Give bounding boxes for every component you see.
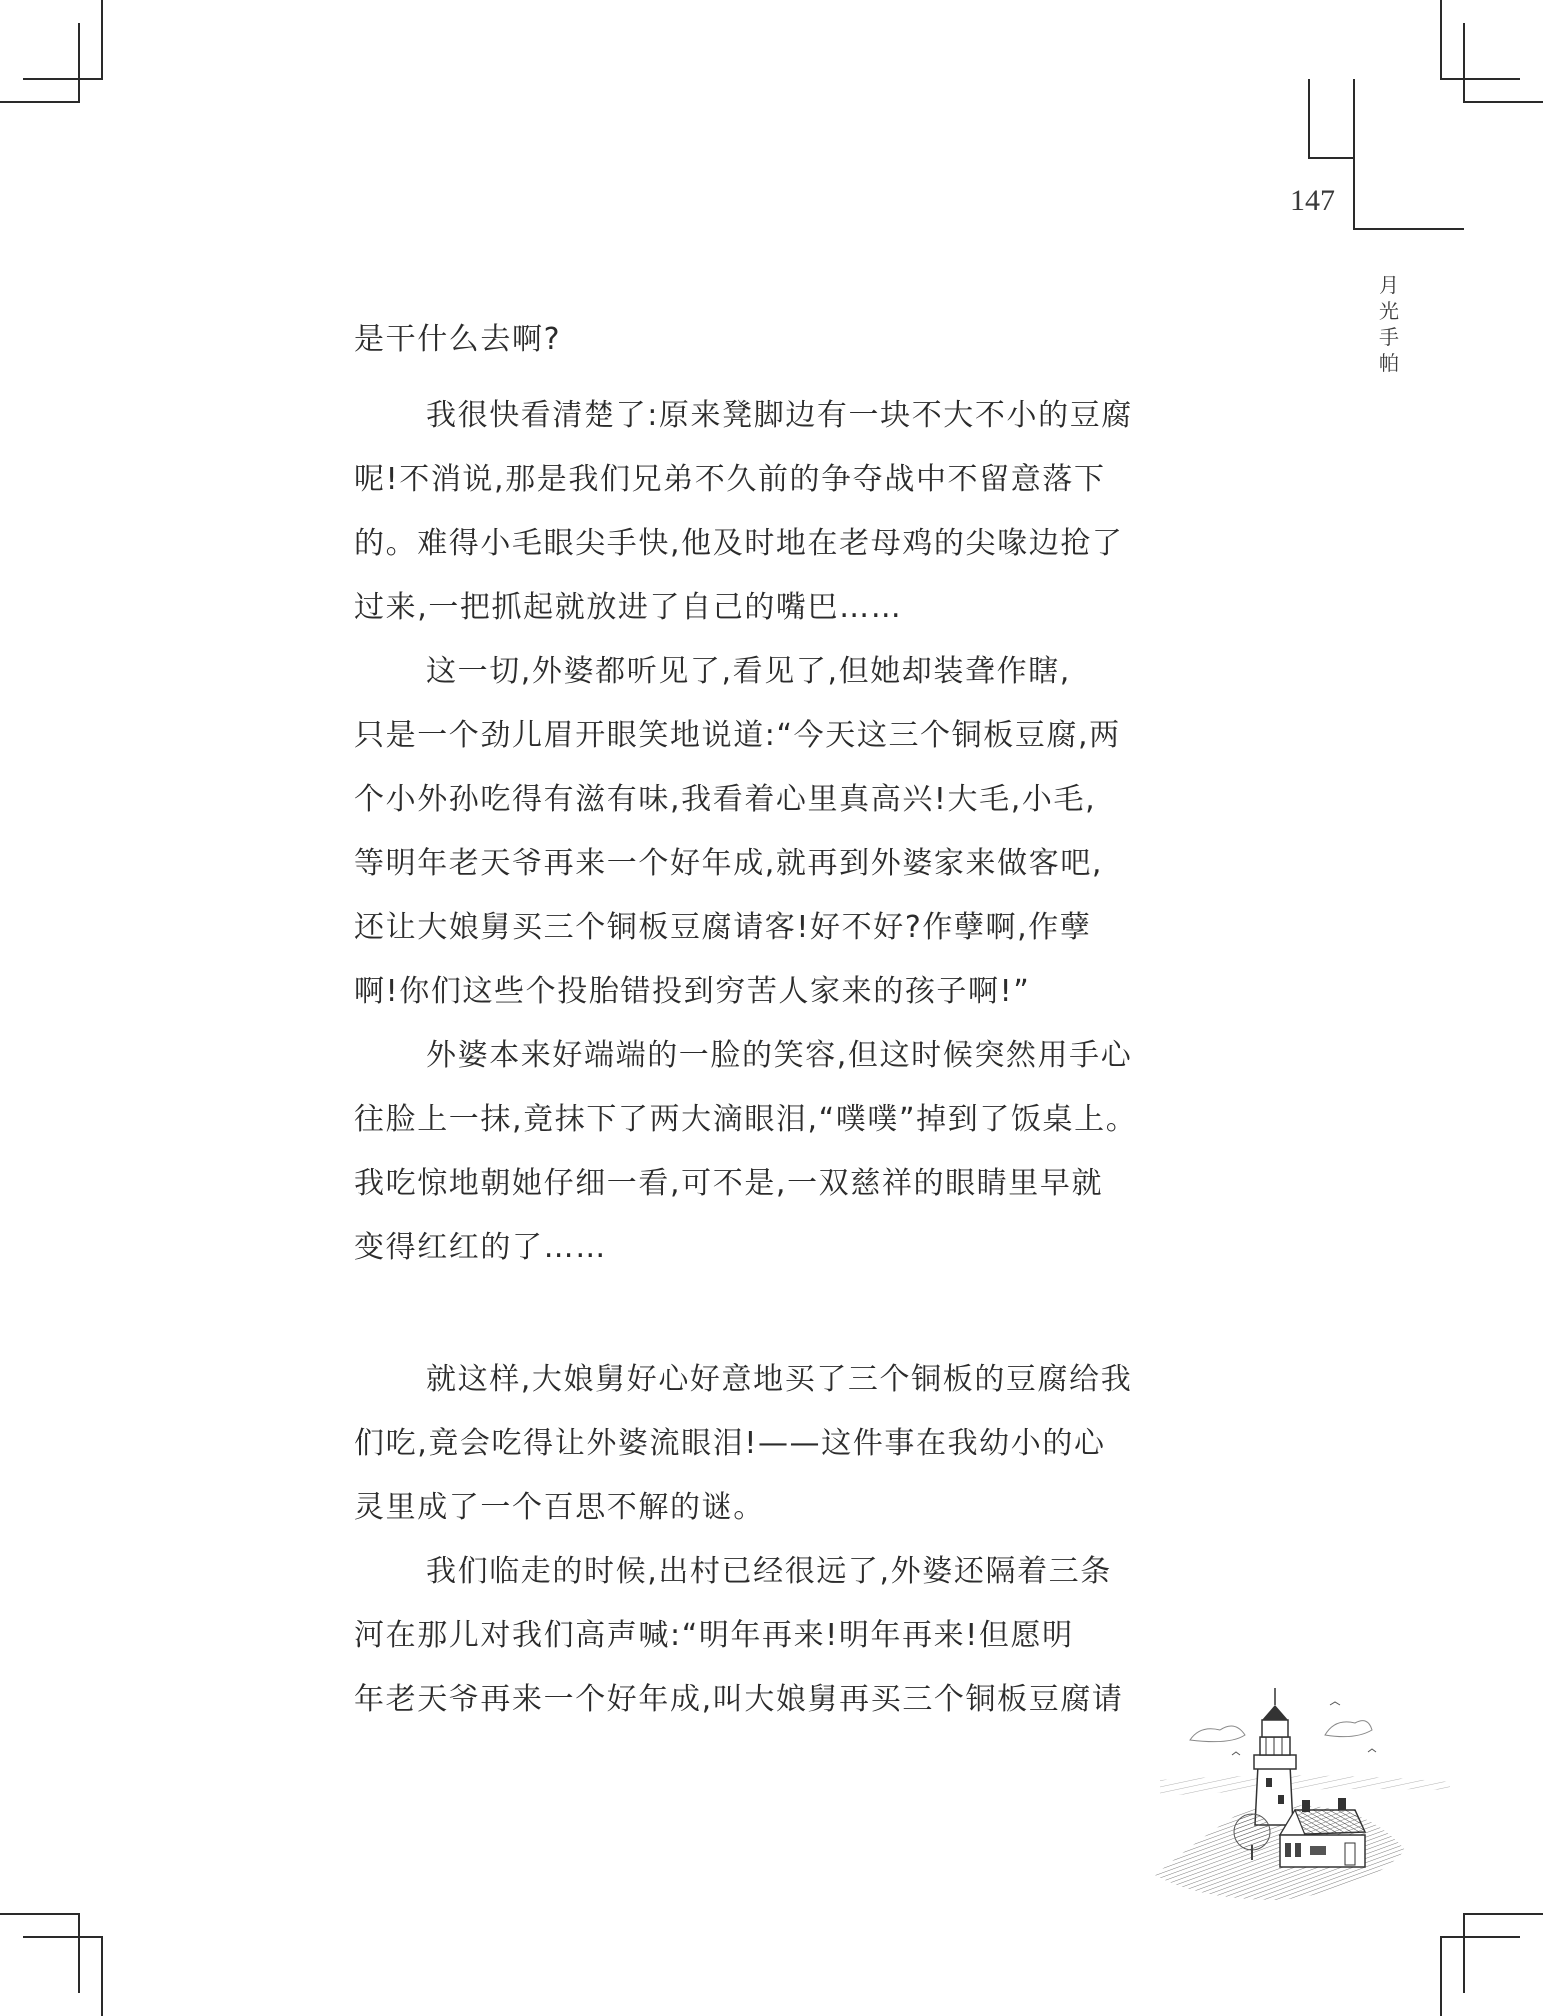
crop-mark-bottom-right-h2 <box>1440 1936 1520 1938</box>
crop-mark-bottom-right-h1 <box>1463 1913 1543 1915</box>
crop-mark-bottom-left-v2 <box>101 1936 103 2016</box>
text-line: 外婆本来好端端的一脸的笑容,但这时候突然用手心 <box>426 1038 1133 1073</box>
text-line: 等明年老天爷再来一个好年成,就再到外婆家来做客吧, <box>354 846 1104 881</box>
text-line: 我们临走的时候,出村已经很远了,外婆还隔着三条 <box>426 1554 1112 1589</box>
text-line: 呢!不消说,那是我们兄弟不久前的争夺战中不留意落下 <box>354 462 1106 497</box>
crop-mark-bottom-left-h1 <box>0 1913 80 1915</box>
crop-mark-bottom-left-h2 <box>23 1936 103 1938</box>
text-line: 我吃惊地朝她仔细一看,可不是,一双慈祥的眼睛里早就 <box>354 1166 1104 1201</box>
text-line: 往脸上一抹,竟抹下了两大滴眼泪,“噗噗”掉到了饭桌上。 <box>354 1102 1138 1137</box>
text-line: 过来,一把抓起就放进了自己的嘴巴…… <box>354 590 903 625</box>
text-line: 只是一个劲儿眉开眼笑地说道:“今天这三个铜板豆腐,两 <box>354 718 1121 753</box>
text-line: 河在那儿对我们高声喊:“明年再来!明年再来!但愿明 <box>354 1618 1074 1653</box>
header-frame-v2 <box>1353 79 1355 229</box>
crop-mark-top-left-h2 <box>0 101 80 103</box>
header-frame-v1 <box>1308 79 1310 158</box>
crop-mark-top-right-v1 <box>1440 0 1442 79</box>
crop-mark-top-right-h1 <box>1440 78 1520 80</box>
page-number: 147 <box>1290 184 1335 217</box>
crop-mark-bottom-right-v2 <box>1440 1936 1442 2016</box>
text-line: 的。难得小毛眼尖手快,他及时地在老母鸡的尖喙边抢了 <box>354 526 1124 561</box>
text-line: 变得红红的了…… <box>354 1230 607 1265</box>
crop-mark-top-right-v2 <box>1463 23 1465 103</box>
text-line: 我很快看清楚了:原来凳脚边有一块不大不小的豆腐 <box>426 398 1133 433</box>
running-title <box>1374 272 1404 376</box>
text-line: 就这样,大娘舅好心好意地买了三个铜板的豆腐给我 <box>426 1362 1133 1397</box>
text-line: 还让大娘舅买三个铜板豆腐请客!好不好?作孽啊,作孽 <box>354 910 1092 945</box>
header-frame-h2 <box>1353 228 1464 230</box>
running-title-char: 光 <box>1379 299 1399 323</box>
text-line: 啊!你们这些个投胎错投到穷苦人家来的孩子啊!” <box>354 974 1031 1009</box>
crop-mark-top-left-v1 <box>101 0 103 79</box>
running-title-char: 手 <box>1379 325 1399 349</box>
running-title-char: 月 <box>1379 273 1399 297</box>
crop-mark-bottom-left-v1 <box>78 1913 80 1993</box>
crop-mark-top-left-h1 <box>23 78 103 80</box>
text-line: 年老天爷再来一个好年成,叫大娘舅再买三个铜板豆腐请 <box>354 1682 1124 1717</box>
crop-mark-top-right-h2 <box>1463 101 1543 103</box>
text-line: 们吃,竟会吃得让外婆流眼泪!——这件事在我幼小的心 <box>354 1426 1106 1461</box>
running-title-char: 帕 <box>1379 351 1399 375</box>
text-line: 是干什么去啊? <box>354 322 562 357</box>
crop-mark-bottom-right-v1 <box>1463 1913 1465 1993</box>
lighthouse-sketch-icon <box>1150 1660 1470 1910</box>
crop-mark-top-left-v2 <box>78 23 80 103</box>
text-line: 个小外孙吃得有滋有味,我看着心里真高兴!大毛,小毛, <box>354 782 1097 817</box>
text-line: 灵里成了一个百思不解的谜。 <box>354 1490 765 1525</box>
text-line: 这一切,外婆都听见了,看见了,但她却装聋作瞎, <box>426 654 1071 689</box>
header-frame-h1 <box>1308 157 1354 159</box>
